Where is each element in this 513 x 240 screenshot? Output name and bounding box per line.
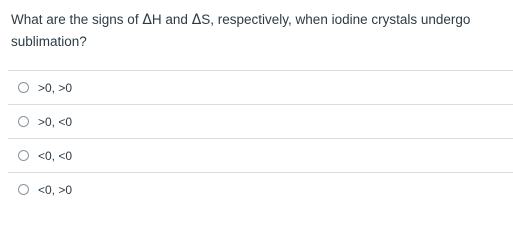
answer-option[interactable]: [8, 70, 513, 104]
answer-label: <0, >0: [38, 182, 73, 197]
delta-symbol: Δ: [142, 12, 152, 28]
answer-label: >0, >0: [38, 80, 73, 95]
question-part-3: S, respectively, when iodine crystals undergo sublimation?: [11, 12, 471, 49]
radio-button[interactable]: [18, 82, 29, 93]
answer-option[interactable]: [8, 104, 513, 138]
radio-button[interactable]: [18, 150, 29, 161]
radio-button[interactable]: [18, 184, 29, 195]
question-part-1: What are the signs of: [11, 12, 143, 27]
answer-label: >0, <0: [38, 114, 73, 129]
answer-list: [8, 70, 513, 206]
radio-button[interactable]: [18, 116, 29, 127]
question-text: [11, 9, 507, 52]
answer-option[interactable]: [8, 138, 513, 172]
answer-label: <0, <0: [38, 148, 73, 163]
delta-symbol: Δ: [191, 12, 202, 28]
question-part-2: H and: [151, 12, 192, 27]
answer-option[interactable]: [8, 172, 513, 206]
